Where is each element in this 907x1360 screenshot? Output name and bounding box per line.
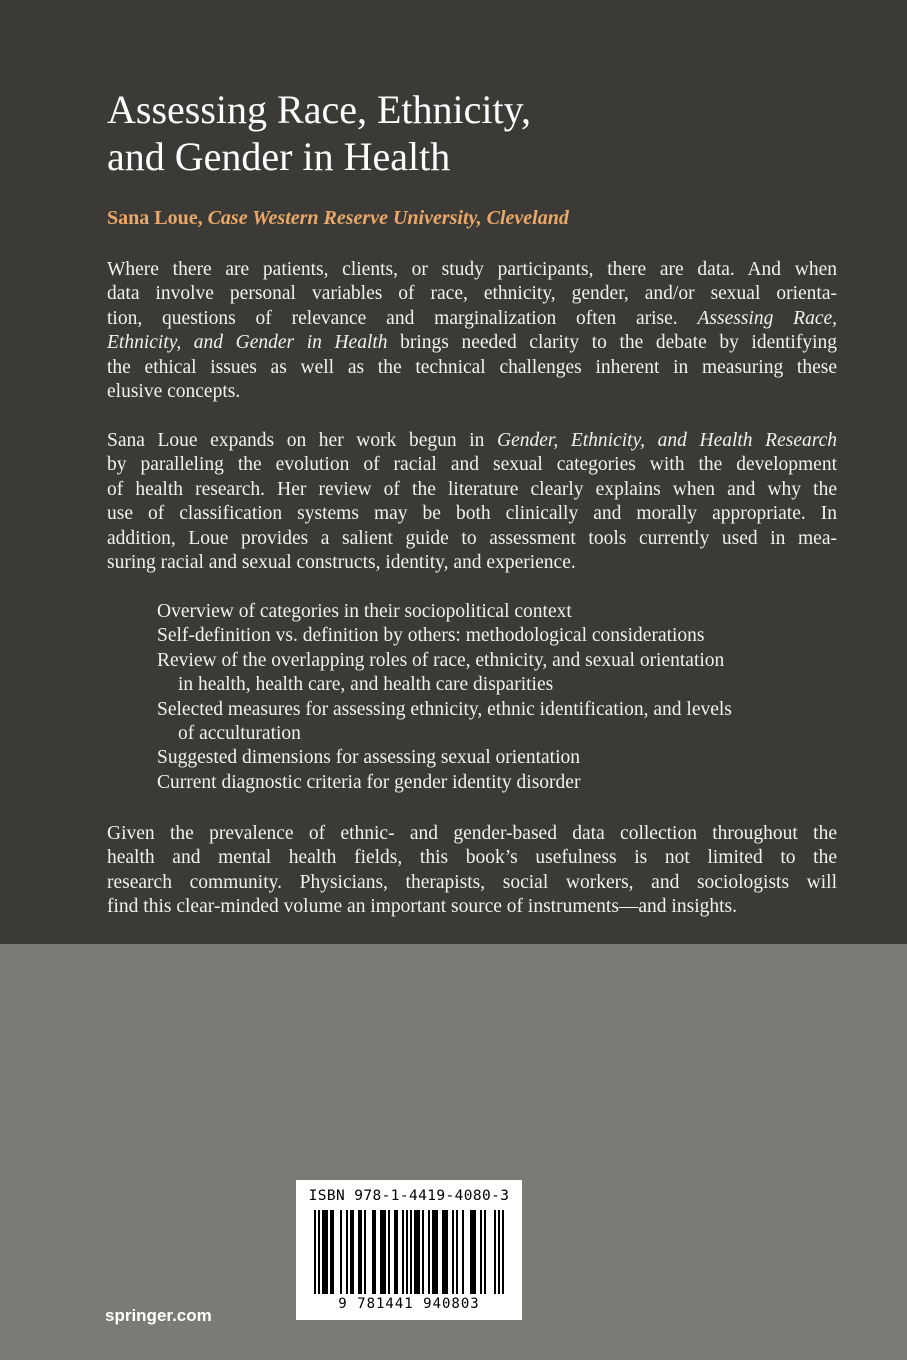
barcode-bar — [332, 1210, 334, 1294]
paragraph-text: Sana Loue expands on her work begun in — [107, 430, 485, 451]
barcode-bar — [324, 1210, 326, 1294]
author-affiliation: Case Western Reserve University, Cleveland — [207, 207, 569, 229]
description-paragraph-1 — [107, 258, 837, 404]
barcode-bar — [456, 1210, 458, 1294]
barcode-bar — [330, 1210, 332, 1294]
related-book-title: Gender, Ethnicity, and Health Research — [497, 430, 837, 451]
barcode-bar — [358, 1210, 360, 1294]
feature-text-continued: of acculturation — [178, 723, 301, 745]
paragraph-line: by paralleling the evolution of racial and sexual categories with the development — [107, 454, 837, 476]
feature-text: Overview of categories in their sociopolitical context — [157, 601, 572, 622]
barcode-bar — [480, 1210, 482, 1294]
isbn-barcode-box — [296, 1180, 522, 1320]
description-paragraph-3 — [107, 822, 837, 920]
barcode-bar — [410, 1210, 412, 1294]
paragraph-text: tion, questions of relevance and marginalization often arise. — [107, 307, 678, 329]
barcode-bar — [380, 1210, 382, 1294]
barcode-bar — [340, 1210, 342, 1294]
feature-text: Selected measures for assessing ethnicity, ethnic identification, and levels — [157, 698, 732, 720]
barcode-bar — [352, 1210, 354, 1294]
barcode-bar — [498, 1210, 500, 1294]
barcode-bar — [494, 1210, 496, 1294]
feature-text: Suggested dimensions for assessing sexual orientation — [157, 747, 580, 769]
paragraph-line — [107, 429, 837, 453]
feature-list — [157, 600, 732, 795]
feature-item — [157, 746, 732, 770]
barcode-bar — [314, 1210, 316, 1294]
barcode-bar — [432, 1210, 434, 1294]
barcode-bar — [446, 1210, 448, 1294]
feature-item — [157, 600, 732, 624]
barcode-bar — [442, 1210, 444, 1294]
isbn-label: ISBN 978-1-4419-4080-3 — [308, 1188, 510, 1204]
book-title-line-1: Assessing Race, Ethnicity, — [107, 87, 532, 132]
feature-text: Review of the overlapping roles of race, ethnicity, and sexual orientation — [157, 649, 725, 671]
barcode-bar — [322, 1210, 324, 1294]
book-title-reference: Ethnicity, and Gender in Health — [107, 332, 388, 354]
barcode-bar — [382, 1210, 384, 1294]
feature-item — [157, 624, 732, 648]
barcode-digits: 9 781441 940803 — [338, 1296, 480, 1312]
barcode-bar — [360, 1210, 362, 1294]
paragraph-line: Given the prevalence of ethnic- and gender-based data collection throughout the — [107, 823, 837, 844]
barcode-bar — [388, 1210, 390, 1294]
paragraph-line: suring racial and sexual constructs, identity, and experience. — [107, 552, 576, 574]
paragraph-line: research community. Physicians, therapists, social workers, and sociologists will — [107, 871, 837, 893]
barcode-bar — [436, 1210, 438, 1294]
barcode-bar — [346, 1210, 348, 1294]
paragraph-line: the ethical issues as well as the technical challenges inherent in measuring these — [107, 356, 837, 378]
author-byline — [107, 205, 569, 231]
barcode-bar — [462, 1210, 464, 1294]
barcode-bar — [472, 1210, 474, 1294]
feature-text: Self-definition vs. definition by others: methodological considerations — [157, 625, 705, 647]
barcode-bar — [484, 1210, 486, 1294]
barcode-bar — [374, 1210, 376, 1294]
barcode-bar — [394, 1210, 396, 1294]
barcode-bar — [326, 1210, 328, 1294]
barcode-bar — [444, 1210, 446, 1294]
barcode-bar — [384, 1210, 386, 1294]
barcode-bar — [422, 1210, 424, 1294]
barcode-bar — [434, 1210, 436, 1294]
publisher-website: springer.com — [105, 1306, 212, 1325]
barcode-bar — [364, 1210, 366, 1294]
barcode-bar — [428, 1210, 430, 1294]
paragraph-line: health and mental health fields, this book’s usefulness is not limited to the — [107, 847, 837, 869]
paragraph-line: elusive concepts. — [107, 381, 241, 403]
barcode-icon — [306, 1210, 512, 1298]
feature-item — [157, 649, 732, 698]
paragraph-line — [107, 307, 837, 331]
book-title-reference: Assessing Race, — [697, 307, 838, 329]
description-paragraph-2 — [107, 429, 837, 575]
paragraph-line: use of classification systems may be both clinically and morally appropriate. In — [107, 503, 837, 525]
paragraph-line: find this clear-minded volume an important source of instruments—and insights. — [107, 896, 737, 918]
paragraph-text: brings needed clarity to the debate by identifying — [400, 332, 838, 354]
barcode-bar — [414, 1210, 416, 1294]
book-title — [107, 86, 807, 180]
paragraph-line: of health research. Her review of the literature clearly explains when and why the — [107, 478, 837, 500]
barcode-bar — [416, 1210, 418, 1294]
feature-item — [157, 698, 732, 747]
barcode-bar — [396, 1210, 398, 1294]
barcode-bar — [418, 1210, 420, 1294]
paragraph-line — [107, 331, 837, 355]
book-title-line-2: and Gender in Health — [107, 134, 451, 179]
author-name: Sana Loue, — [107, 207, 203, 229]
paragraph-line: data involve personal variables of race, ethnicity, gender, and/or sexual orienta- — [107, 283, 837, 305]
feature-text: Current diagnostic criteria for gender identity disorder — [157, 771, 581, 793]
barcode-bar — [452, 1210, 454, 1294]
barcode-bar — [350, 1210, 352, 1294]
barcode-bar — [406, 1210, 408, 1294]
barcode-bar — [318, 1210, 320, 1294]
paragraph-line: Where there are patients, clients, or study participants, there are data. And when — [107, 259, 837, 280]
barcode-bar — [402, 1210, 404, 1294]
barcode-bar — [470, 1210, 472, 1294]
feature-item — [157, 771, 732, 795]
feature-text-continued: in health, health care, and health care disparities — [178, 674, 554, 696]
paragraph-line: addition, Loue provides a salient guide to assessment tools currently used in mea- — [107, 527, 837, 549]
barcode-bar — [372, 1210, 374, 1294]
barcode-bar — [474, 1210, 476, 1294]
barcode-bar — [502, 1210, 504, 1294]
